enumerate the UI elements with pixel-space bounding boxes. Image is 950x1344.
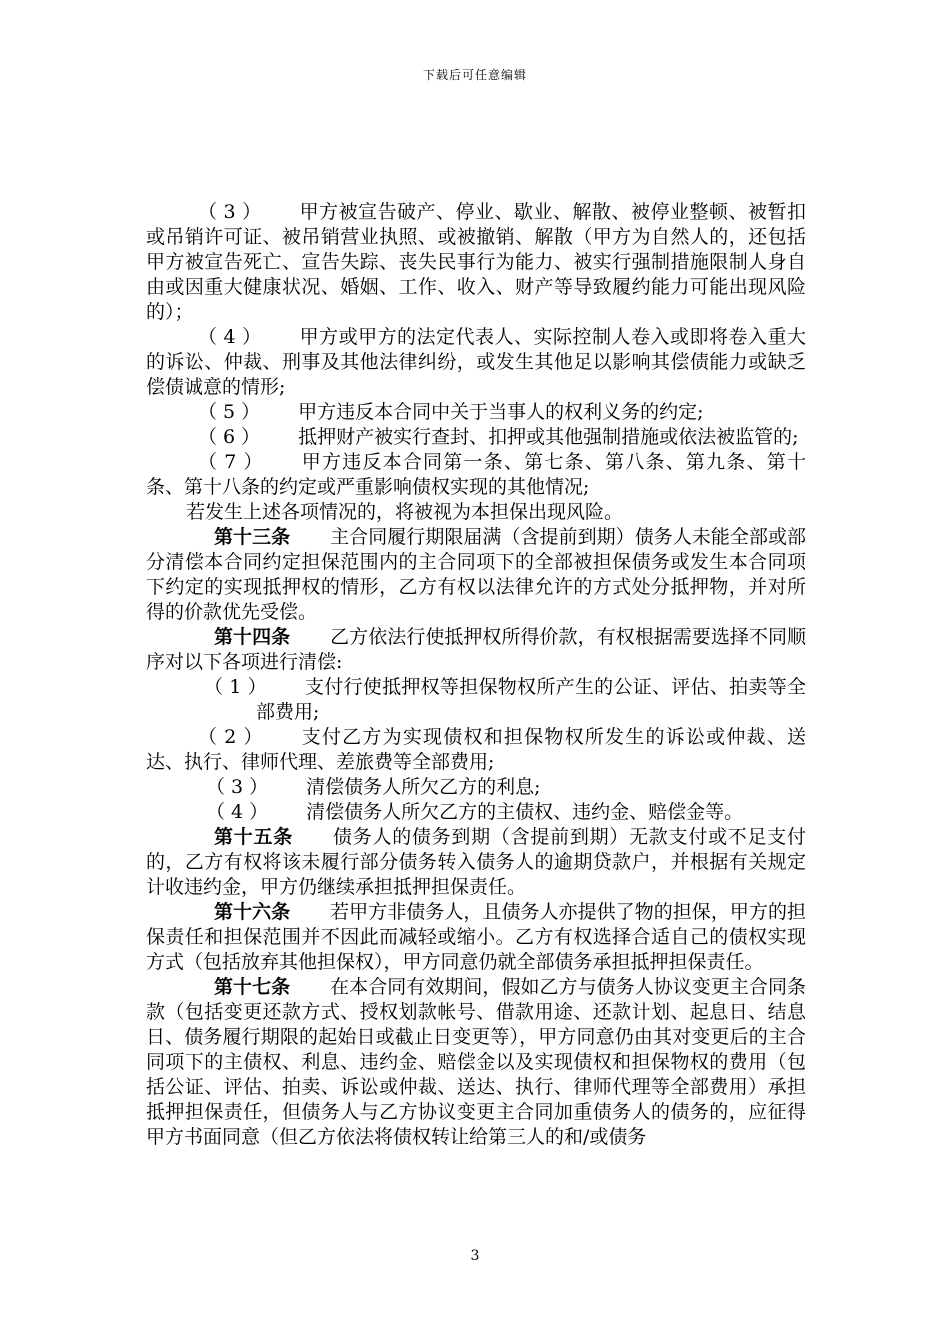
article-14-item-3 (146, 775, 806, 800)
list-item-5 (146, 400, 806, 425)
item-number: （7） (198, 451, 270, 473)
article-title: 第十六条 (214, 901, 291, 923)
list-item-6 (146, 425, 806, 450)
page-number: 3 (470, 1248, 480, 1264)
item-number: （4） (206, 801, 275, 823)
item-number: （3） (198, 201, 268, 223)
article-14-item-4 (146, 800, 806, 825)
list-item-3 (146, 200, 806, 325)
item-text: 清偿债务人所欠乙方的主债权、违约金、赔偿金等。 (306, 801, 744, 823)
article-title: 第十四条 (214, 626, 291, 648)
article-title: 第十七条 (214, 976, 291, 998)
item-number: （6） (198, 426, 267, 448)
article-text: 债务人的债务到期（含提前到期）无款支付或不足支付的，乙方有权将该未履行部分债务转入债务人的逾期贷款户，并根据有关规定计收违约金，甲方仍继续承担抵押担保责任。 (146, 826, 806, 898)
article-text: 在本合同有效期间，假如乙方与债务人协议变更主合同条款（包括变更还款方式、授权划款帐号、借款用途、还款计划、起息日、结息日、债务履行期限的起始日或截止日变更等），甲方同意仍由其对变更后的主合同项下的主债权、利息、违约金、赔偿金以及实现债权和担保物权的费用（包括公证、评估、拍卖、诉讼或仲裁、送达、执行、律师代理等全部费用）承担抵押担保责任，但债务人与乙方协议变更主合同加重债务人的债务的，应征得甲方书面同意（但乙方依法将债权转让给第三人的和/或债务 (146, 976, 806, 1148)
item-number: （4） (198, 326, 268, 348)
article-text: 乙方依法行使抵押权所得价款，有权根据需要选择不同顺序对以下各项进行清偿: (146, 626, 806, 673)
item-text: 甲方违反本合同中关于当事人的权利义务的约定; (298, 401, 704, 423)
item-text: 甲方或甲方的法定代表人、实际控制人卷入或即将卷入重大的诉讼、仲裁、刑事及其他法律纠纷，或发生其他足以影响其偿债能力或缺乏偿债诚意的情形; (146, 326, 806, 398)
item-number: （1） (204, 676, 273, 698)
article-title: 第十五条 (214, 826, 293, 848)
article-16 (146, 900, 806, 975)
article-17 (146, 975, 806, 1150)
item-text: 清偿债务人所欠乙方的利息; (306, 776, 541, 798)
list-item-4 (146, 325, 806, 400)
item-text: 支付行使抵押权等担保物权所产生的公证、评估、拍卖等全部费用; (256, 676, 806, 723)
article-14 (146, 625, 806, 675)
article-title: 第十三条 (214, 526, 291, 548)
article-15 (146, 825, 806, 900)
item-number: （2） (198, 726, 270, 748)
item-number: （5） (198, 401, 267, 423)
item-text: 甲方违反本合同第一条、第七条、第八条、第九条、第十条、第十八条的约定或严重影响债权实现的其他情况; (146, 451, 806, 498)
document-body (146, 200, 806, 1150)
item-text: 抵押财产被实行查封、扣押或其他强制措施或依法被监管的; (298, 426, 799, 448)
article-14-item-1 (146, 675, 806, 725)
risk-summary: 若发生上述各项情况的，将被视为本担保出现风险。 (186, 501, 624, 523)
list-item-7 (146, 450, 806, 500)
article-13 (146, 525, 806, 625)
article-14-item-2 (146, 725, 806, 775)
item-text: 支付乙方为实现债权和担保物权所发生的诉讼或仲裁、送达、执行、律师代理、差旅费等全部费用; (146, 726, 806, 773)
article-text: 主合同履行期限届满（含提前到期）债务人未能全部或部分清偿本合同约定担保范围内的主合同项下的全部被担保债务或发生本合同项下约定的实现抵押权的情形，乙方有权以法律允许的方式处分抵押物，并对所得的价款优先受偿。 (146, 526, 806, 623)
item-text: 甲方被宣告破产、停业、歇业、解散、被停业整顿、被暂扣或吊销许可证、被吊销营业执照、或被撤销、解散（甲方为自然人的，还包括甲方被宣告死亡、宣告失踪、丧失民事行为能力、被实行强制措施限制人身自由或因重大健康状况、婚姻、工作、收入、财产等导致履约能力可能出现风险的）； (146, 201, 806, 323)
item-number: （3） (206, 776, 275, 798)
article-text: 若甲方非债务人，且债务人亦提供了物的担保，甲方的担保责任和担保范围并不因此而减轻或缩小。乙方有权选择合适自己的债权实现方式（包括放弃其他担保权），甲方同意仍就全部债务承担抵押担保责任。 (146, 901, 806, 973)
page-header: 下载后可任意编辑 (422, 68, 527, 82)
